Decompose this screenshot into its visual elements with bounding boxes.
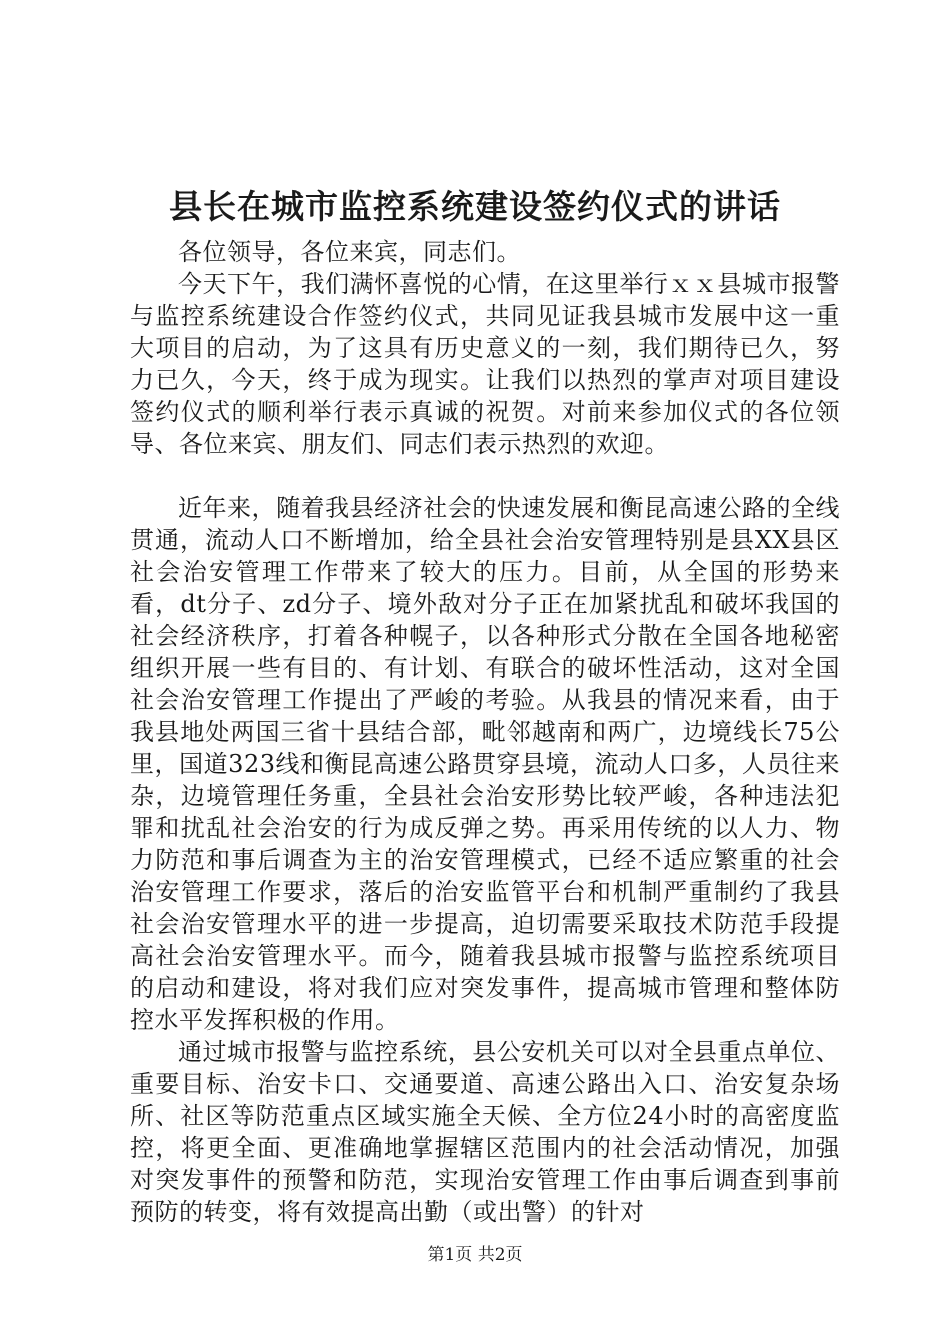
page-number-footer: 第1页 共2页	[427, 1245, 523, 1265]
document-body	[130, 236, 840, 1228]
document-title: 县长在城市监控系统建设签约仪式的讲话	[169, 187, 781, 226]
body-paragraph: 通过城市报警与监控系统，县公安机关可以对全县重点单位、重要目标、治安卡口、交通要道、高速公路出入口、治安复杂场所、社区等防范重点区域实施全天候、全方位24小时的高密度监控，将更全面、更准确地掌握辖区范围内的社会活动情况，加强对突发事件的预警和防范，实现治安管理工作由事后调查到事前预防的转变，将有效提高出勤（或出警）的针对	[130, 1038, 840, 1226]
body-paragraph: 近年来，随着我县经济社会的快速发展和衡昆高速公路的全线贯通，流动人口不断增加，给全县社会治安管理特别是县XX县区社会治安管理工作带来了较大的压力。目前，从全国的形势来看，dt分子、zd分子、境外敌对分子正在加紧扰乱和破坏我国的社会经济秩序，打着各种幌子，以各种形式分散在全国各地秘密组织开展一些有目的、有计划、有联合的破坏性活动，这对全国社会治安管理工作提出了严峻的考验。从我县的情况来看，由于我县地处两国三省十县结合部，毗邻越南和两广，边境线长75公里，国道323线和衡昆高速公路贯穿县境，流动人口多，人员往来杂，边境管理任务重，全县社会治安形势比较严峻，各种违法犯罪和扰乱社会治安的行为成反弹之势。再采用传统的以人力、物力防范和事后调查为主的治安管理模式，已经不适应繁重的社会治安管理工作要求，落后的治安监管平台和机制严重制约了我县社会治安管理水平的进一步提高，迫切需要采取技术防范手段提高社会治安管理水平。而今，随着我县城市报警与监控系统项目的启动和建设，将对我们应对突发事件，提高城市管理和整体防控水平发挥积极的作用。	[130, 494, 840, 1034]
salutation-paragraph: 各位领导，各位来宾，同志们。	[178, 238, 521, 266]
body-paragraph: 今天下午，我们满怀喜悦的心情，在这里举行ｘｘ县城市报警与监控系统建设合作签约仪式，共同见证我县城市发展中这一重大项目的启动，为了这具有历史意义的一刻，我们期待已久，努力已久，今天，终于成为现实。让我们以热烈的掌声对项目建设签约仪式的顺利举行表示真诚的祝贺。对前来参加仪式的各位领导、各位来宾、朋友们、同志们表示热烈的欢迎。	[130, 270, 840, 458]
